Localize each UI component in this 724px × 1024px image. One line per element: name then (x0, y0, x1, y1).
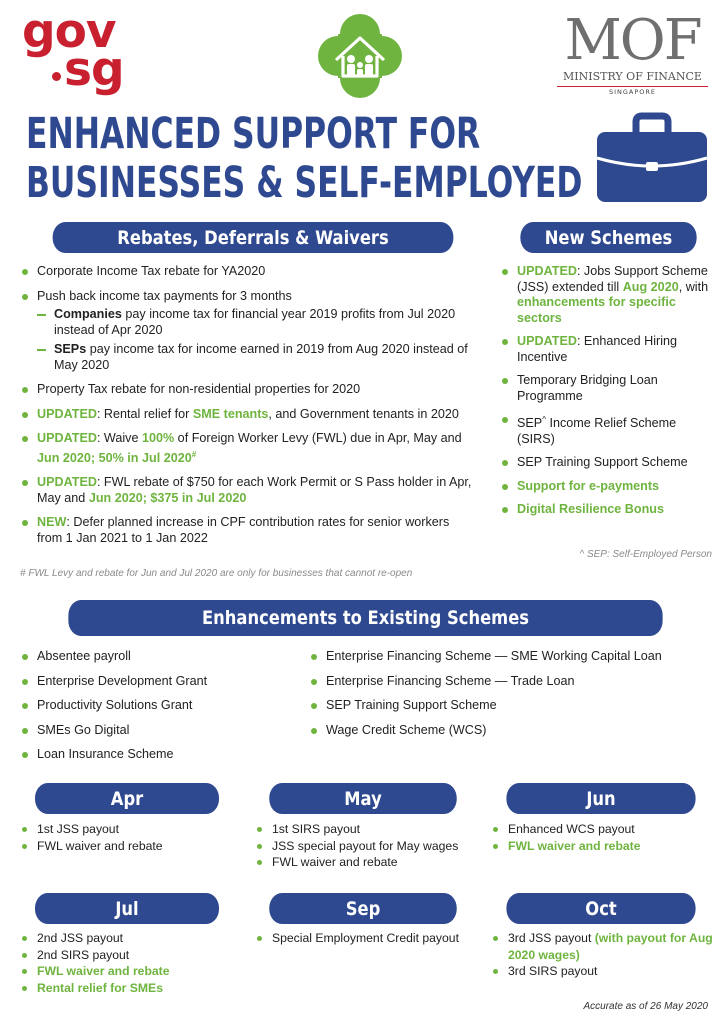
new-schemes-footnote: ^ SEP: Self-Employed Person (579, 549, 712, 560)
list-item: 2nd SIRS payout (20, 947, 240, 964)
list-item: Loan Insurance Scheme (20, 747, 290, 763)
enhancements-section-title: Enhancements to Existing Schemes (201, 607, 530, 629)
month-oct-header (506, 893, 695, 924)
list-subitem: Companies pay income tax for financial year 2019 profits from Jul 2020 instead of Apr 2020 (20, 307, 476, 338)
enhancements-section-header (68, 600, 662, 636)
month-apr-header (35, 783, 219, 814)
briefcase-icon (594, 110, 710, 204)
govsg-logo-line1: gov (22, 4, 116, 59)
new-schemes-section-title: New Schemes (544, 226, 673, 249)
oct-list (491, 930, 713, 980)
govsg-logo-line2: sg (64, 42, 124, 97)
enhancements-list-left (20, 649, 290, 763)
mof-logo-name: MINISTRY OF FINANCE (563, 70, 702, 83)
month-jul-label: Jul (115, 897, 139, 920)
month-sep-header (269, 893, 456, 924)
rebates-section-header (53, 222, 454, 253)
list-item: Absentee payroll (20, 649, 290, 665)
govsg-logo-dot (52, 72, 61, 81)
list-item: SMEs Go Digital (20, 723, 290, 739)
enhancements-list-right (309, 649, 719, 738)
month-apr-label: Apr (110, 787, 144, 810)
list-item: Rental relief for SMEs (20, 980, 240, 997)
month-jun-header (506, 783, 695, 814)
family-clover-logo (316, 12, 404, 100)
mof-logo-letters: MOF (564, 8, 701, 73)
list-item: UPDATED: Jobs Support Scheme (JSS) extended till Aug 2020, with enhancements for specific sectors (500, 264, 714, 326)
mof-logo (555, 8, 710, 102)
list-item: Enterprise Financing Scheme — SME Working Capital Loan (309, 649, 719, 665)
list-item: 3rd JSS payout (with payout for Aug 2020 wages) (491, 930, 713, 963)
list-item: SEP Training Support Scheme (500, 455, 714, 471)
new-schemes-list (500, 264, 714, 518)
list-item: Enterprise Development Grant (20, 674, 290, 690)
rebates-section-title: Rebates, Deferrals & Waivers (117, 226, 389, 249)
list-item: Temporary Bridging Loan Programme (500, 373, 714, 404)
month-may-label: May (344, 787, 382, 810)
list-item: UPDATED: Enhanced Hiring Incentive (500, 334, 714, 365)
list-item: 1st SIRS payout (255, 821, 465, 838)
new-schemes-section-header (520, 222, 696, 253)
month-sep-label: Sep (345, 897, 381, 920)
jul-list (20, 930, 240, 996)
mof-logo-rule (557, 86, 708, 87)
list-item: Special Employment Credit payout (255, 930, 465, 947)
list-item: SEP Training Support Scheme (309, 698, 719, 714)
list-item: FWL waiver and rebate (20, 838, 240, 855)
page-title-line1: ENHANCED SUPPORT FOR (26, 109, 481, 159)
list-item: Corporate Income Tax rebate for YA2020 (20, 264, 476, 280)
list-item: UPDATED: Waive 100% of Foreign Worker Levy (FWL) due in Apr, May and Jun 2020; 50% in Jul 2020# (20, 431, 476, 466)
list-item: 1st JSS payout (20, 821, 240, 838)
list-item: FWL waiver and rebate (255, 854, 465, 871)
list-item: Enhanced WCS payout (491, 821, 713, 838)
list-item: UPDATED: FWL rebate of $750 for each Work Permit or S Pass holder in Apr, May and Jun 2020; $375 in Jul 2020 (20, 475, 476, 506)
month-jun-label: Jun (586, 787, 616, 810)
list-item: NEW: Defer planned increase in CPF contribution rates for senior workers from 1 Jan 2021 to 1 Jan 2022 (20, 515, 476, 546)
govsg-logo (22, 4, 132, 98)
rebates-list (20, 264, 476, 546)
list-item: Enterprise Financing Scheme — Trade Loan (309, 674, 719, 690)
list-item: JSS special payout for May wages (255, 838, 465, 855)
may-list (255, 821, 465, 871)
list-item: Push back income tax payments for 3 months (20, 289, 476, 305)
list-item: UPDATED: Rental relief for SME tenants, and Government tenants in 2020 (20, 407, 476, 423)
list-item: FWL waiver and rebate (20, 963, 240, 980)
list-subitem: SEPs pay income tax for income earned in 2019 from Aug 2020 instead of May 2020 (20, 342, 476, 373)
list-item: 3rd SIRS payout (491, 963, 713, 980)
month-may-header (269, 783, 456, 814)
month-jul-header (35, 893, 219, 924)
page-title-line2: BUSINESSES & SELF-EMPLOYED (26, 158, 583, 208)
list-item: Support for e-payments (500, 479, 714, 495)
list-item: SEP^ Income Relief Scheme (SIRS) (500, 412, 714, 447)
list-item: FWL waiver and rebate (491, 838, 713, 855)
list-item: Digital Resilience Bonus (500, 502, 714, 518)
jun-list (491, 821, 713, 854)
month-oct-label: Oct (585, 897, 617, 920)
rebates-footnote: # FWL Levy and rebate for Jun and Jul 2020 are only for businesses that cannot re-open (20, 568, 413, 579)
apr-list (20, 821, 240, 854)
list-item: Productivity Solutions Grant (20, 698, 290, 714)
sep-list (255, 930, 465, 947)
list-item: Wage Credit Scheme (WCS) (309, 723, 719, 739)
page-title (26, 109, 583, 208)
mof-logo-country: SINGAPORE (608, 88, 657, 96)
list-item: 2nd JSS payout (20, 930, 240, 947)
accuracy-note: Accurate as of 26 May 2020 (583, 1001, 708, 1012)
list-item: Property Tax rebate for non-residential properties for 2020 (20, 382, 476, 398)
